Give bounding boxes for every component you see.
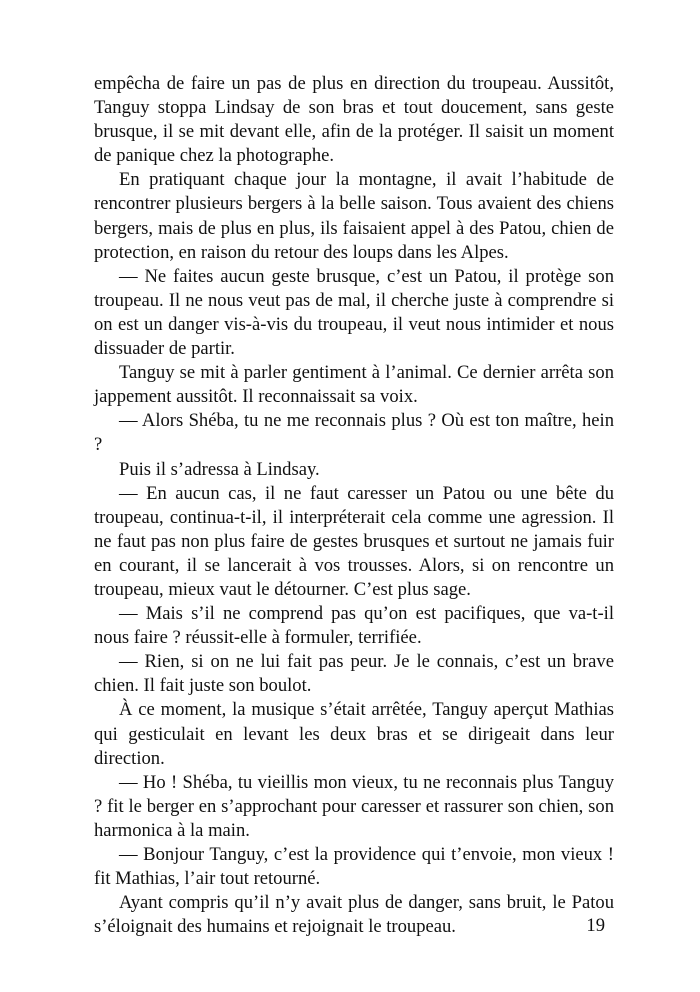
paragraph: — Ho ! Shéba, tu vieillis mon vieux, tu ne reconnais plus Tanguy ? fit le berger en s’approchant pour caresser et rassurer son chien, son harmonica à la main. — [94, 771, 614, 841]
paragraph: — Alors Shéba, tu ne me reconnais plus ? Où est ton maître, hein ? — [94, 410, 614, 456]
paragraph: À ce moment, la musique s’était arrêtée, Tanguy aperçut Mathias qui gesticulait en levant les deux bras et se dirigeait dans leur direction. — [94, 699, 614, 769]
paragraph: — Bonjour Tanguy, c’est la providence qui t’envoie, mon vieux ! fit Mathias, l’air tout retourné. — [94, 844, 614, 890]
paragraph: Puis il s’adressa à Lindsay. — [119, 458, 320, 480]
paragraph: Ayant compris qu’il n’y avait plus de danger, sans bruit, le Patou s’éloignait des humains et rejoignait le troupeau. — [94, 892, 614, 938]
paragraph: — Mais s’il ne comprend pas qu’on est pacifiques, que va-t-il nous faire ? réussit-elle à formuler, terrifiée. — [94, 603, 614, 649]
paragraph: En pratiquant chaque jour la montagne, il avait l’habitude de rencontrer plusieurs bergers à la belle saison. Tous avaient des chiens bergers, mais de plus en plus, ils faisaient appel à des Patou, chien de protection, en raison du retour des loups dans les Alpes. — [94, 169, 614, 263]
page-number: 19 — [586, 915, 605, 936]
paragraph: empêcha de faire un pas de plus en direction du troupeau. Aussitôt, Tanguy stoppa Lindsay de son bras et tout doucement, sans geste brusque, il se mit devant elle, afin de la protéger. Il saisit un moment de panique chez la photographe. — [94, 73, 614, 167]
body-text — [94, 72, 614, 939]
paragraph: — Ne faites aucun geste brusque, c’est un Patou, il protège son troupeau. Il ne nous veut pas de mal, il cherche juste à comprendre si on est un danger vis-à-vis du troupeau, il veut nous intimider et nous dissuader de partir. — [94, 265, 614, 360]
paragraph: — Rien, si on ne lui fait pas peur. Je le connais, c’est un brave chien. Il fait juste son boulot. — [94, 651, 614, 697]
paragraph: Tanguy se mit à parler gentiment à l’animal. Ce dernier arrêta son jappement aussitôt. Il reconnaissait sa voix. — [94, 362, 614, 408]
paragraph: — En aucun cas, il ne faut caresser un Patou ou une bête du troupeau, continua-t-il, il interpréterait cela comme une agression. Il ne faut pas non plus faire de gestes brusques et surtout ne jamais fuir en courant, il se lancerait à vos trousses. Alors, si on rencontre un troupeau, mieux vaut le détourner. C’est plus sage. — [94, 482, 614, 600]
